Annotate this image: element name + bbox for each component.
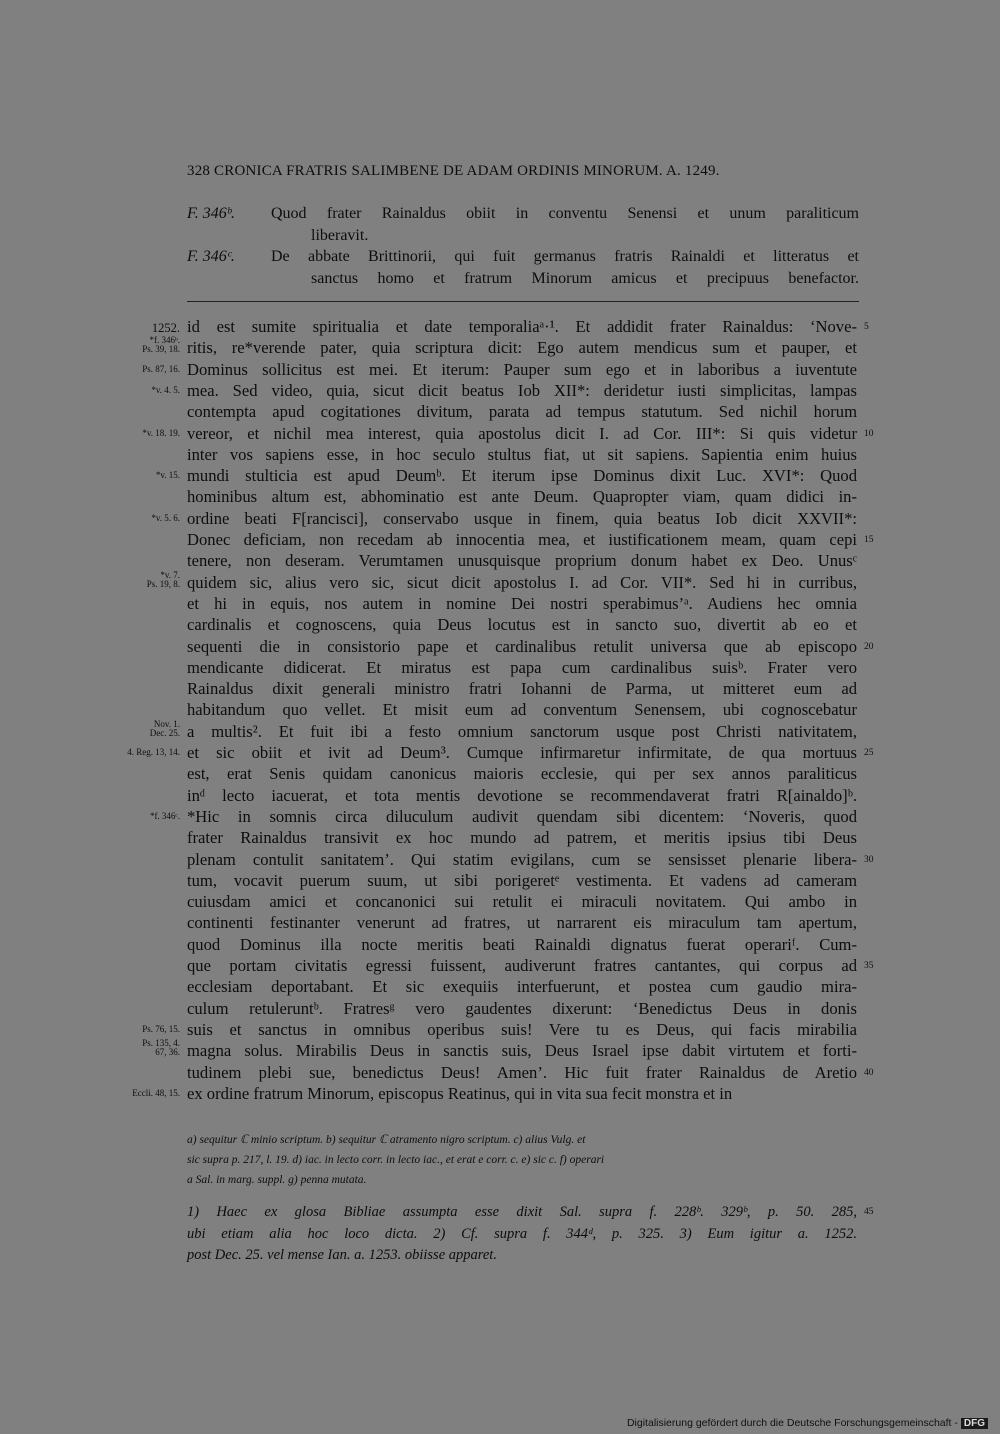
margin-reference: Ps. 39, 18. bbox=[142, 344, 180, 355]
text-line: magna solus. Mirabilis Deus in sanctis suis, Deus Israel ipse dabit virtutem et forti- bbox=[187, 1041, 857, 1061]
footnote-line: ubi etiam alia hoc loco dicta. 2) Cf. supra f. 344ᵈ, p. 325. 3) Eum igitur a. 1252. bbox=[187, 1225, 857, 1242]
text-line: vereor, et nichil mea interest, quia apostolus dicit I. ad Cor. III*: Si quis videtur bbox=[187, 423, 857, 443]
margin-reference: 67, 36. bbox=[155, 1047, 180, 1058]
margin-reference: Dec. 25. bbox=[149, 727, 180, 738]
funding-footer bbox=[627, 1417, 988, 1429]
text-line: inter vos sapiens esse, in hoc seculo stultus fiat, ut sit sapiens. Sapientia enim huius bbox=[187, 444, 857, 464]
margin-reference: *f. 346ᶜ. bbox=[149, 810, 180, 821]
text-line: et hi in equis, nos autem in nomine Dei nostri sperabimus’ᵃ. Audiens hec omnia bbox=[187, 593, 857, 613]
text-line: hominibus altum est, abhominatio est ante Deum. Quapropter viam, quam didici in- bbox=[187, 487, 857, 507]
variant-line: a) sequitur ℂ minio scriptum. b) sequitur ℂ atramento nigro scriptum. c) alius Vulg. et bbox=[187, 1134, 586, 1146]
variant-line: sic supra p. 217, l. 19. d) iac. in lecto corr. in lecto iac., et erat e corr. c. e) sic c. f) operari bbox=[187, 1154, 605, 1166]
text-line: tum, vocavit puerum suum, ut sibi porigeretᵉ vestimenta. Et vadens ad cameram bbox=[187, 870, 857, 890]
margin-reference: *f. 346ᵇ. bbox=[149, 335, 180, 346]
text-line: ritis, re*verende pater, quia scriptura dicit: Ego autem mendicus sum et pauper, et bbox=[187, 338, 857, 358]
toc-line: De abbate Brittinorii, qui fuit germanus fratris Rainaldi et litteratus et bbox=[271, 248, 859, 265]
text-line: Donec deficiam, non recedam ab innocentia mea, et iustificationem meam, quam cepi bbox=[187, 530, 857, 549]
toc-ref: F. 346ᵇ. bbox=[187, 205, 236, 222]
margin-reference: Eccli. 48, 15. bbox=[132, 1087, 180, 1098]
text-line: ecclesiam deportabant. Et sic exequiis interfuerunt, et postea cum gaudio mira- bbox=[187, 977, 857, 997]
variant-line: a Sal. in marg. suppl. g) penna mutata. bbox=[187, 1174, 367, 1186]
text-line: mendicante didicerat. Et miratus est papa cum cardinalibus suisᵇ. Frater vero bbox=[187, 657, 857, 677]
toc-ref: F. 346ᶜ. bbox=[187, 248, 235, 265]
line-number: 25 bbox=[864, 748, 874, 758]
running-header: 328 CRONICA FRATRIS SALIMBENE DE ADAM ORDINIS MINORUM. A. 1249. bbox=[187, 163, 720, 179]
text-line: mea. Sed video, quia, sicut dicit beatus Iob XII*: deridetur iusti simplicitas, lampas bbox=[187, 380, 857, 400]
line-number: 40 bbox=[864, 1067, 874, 1078]
text-line: quod Dominus illa nocte meritis beati Rainaldi dignatus fuerat operariᶠ. Cum- bbox=[187, 934, 857, 954]
text-line: est, erat Senis quidam canonicus maioris ecclesie, qui per sex annos paraliticus bbox=[187, 764, 857, 784]
margin-reference: 4. Reg. 13, 14. bbox=[127, 747, 180, 757]
dfg-logo: DFG bbox=[961, 1418, 988, 1429]
toc-line-cont: sanctus homo et fratrum Minorum amicus et precipuus benefactor. bbox=[311, 270, 859, 287]
text-line: Dominus sollicitus est mei. Et iterum: Pauper sum ego et in laboribus a iuventute bbox=[187, 359, 857, 379]
margin-reference: *v. 7. bbox=[160, 569, 180, 580]
section-rule bbox=[187, 301, 859, 302]
text-line: Rainaldus dixit generali ministro fratri Iohanni de Parma, ut mitteret eum ad bbox=[187, 679, 857, 699]
text-line: mundi stulticia est apud Deumᵇ. Et iterum ipse Dominus dixit Luc. XVI*: Quod bbox=[187, 466, 857, 486]
text-line: cardinalis et cognoscens, quia Deus locutus est in sancto suo, divertit ab eo et bbox=[187, 615, 857, 635]
text-line: *Hic in somnis circa diluculum audivit quendam sibi dicentem: ‘Noveris, quod bbox=[187, 806, 857, 826]
margin-reference: Nov. 1. bbox=[153, 718, 180, 729]
text-line: ex ordine fratrum Minorum, episcopus Reatinus, qui in vita sua fecit monstra et in bbox=[187, 1083, 733, 1103]
margin-reference: *v. 15. bbox=[155, 470, 180, 481]
text-line: culum retuleruntᵇ. Fratresᵍ vero gaudentes dixerunt: ‘Benedictus Deus in donis bbox=[187, 998, 857, 1018]
toc-line-cont: liberavit. bbox=[311, 227, 369, 244]
text-line: continenti festinanter venerunt ad fratres, ut narrarent eis miraculum tam apertum, bbox=[187, 913, 857, 933]
note-line-number: 45 bbox=[864, 1207, 874, 1217]
text-line: ordine beati F[rancisci], conservabo usque in finem, quia beatus Iob dicit XXVII*: bbox=[187, 508, 857, 528]
text-line: id est sumite spiritualia et date temporaliaᵃ·¹. Et addidit frater Rainaldus: ‘Nove- bbox=[187, 317, 857, 336]
text-line: habitandum quo vellet. Et misit eum ad conventum Senensem, ubi cognoscebatur bbox=[187, 700, 857, 720]
text-line: frater Rainaldus transivit ex hoc mundo ad patrem, et meritis ipsius tibi Deus bbox=[187, 828, 857, 848]
line-number: 30 bbox=[864, 854, 874, 865]
footnote-line: 1) Haec ex glosa Bibliae assumpta esse dixit Sal. supra f. 228ᵇ. 329ᵇ, p. 50. 285, bbox=[187, 1204, 857, 1220]
text-line: quidem sic, alius vero sic, sicut dicit apostolus I. ad Cor. VII*. Sed hi in curribus, bbox=[187, 572, 857, 592]
text-line: sequenti die in consistorio pape et cardinalibus retulit universa que ab episcopo bbox=[187, 636, 857, 656]
margin-reference: Ps. 87, 16. bbox=[142, 363, 180, 374]
line-number: 5 bbox=[864, 322, 869, 332]
footnote-line: post Dec. 25. vel mense Ian. a. 1253. obiisse apparet. bbox=[187, 1247, 497, 1263]
line-number: 15 bbox=[864, 535, 874, 545]
footer-text: Digitalisierung gefördert durch die Deutsche Forschungsgemeinschaft - bbox=[626, 1417, 958, 1429]
margin-reference: Ps. 76, 15. bbox=[142, 1023, 180, 1034]
text-line: inᵈ lecto iacuerat, et tota mentis devotione se recommendaverat fratri R[ainaldo]ᵇ. bbox=[187, 785, 857, 805]
text-line: tudinem plebi sue, benedictus Deus! Amen’. Hic fuit frater Rainaldus de Aretio bbox=[187, 1062, 857, 1082]
line-number: 20 bbox=[864, 641, 874, 652]
text-line: contempta apud cogitationes divitum, parata ad tempus statutum. Sed nichil horum bbox=[187, 402, 857, 422]
text-line: a multis². Et fuit ibi a festo omnium sanctorum usque post Christi nativitatem, bbox=[187, 721, 857, 741]
margin-reference: *v. 18. 19. bbox=[142, 427, 180, 438]
text-line: tenere, non deseram. Verumtamen unusquisque proprium donum habet ex Deo. Unusᶜ bbox=[187, 551, 857, 571]
text-line: plenam contulit sanitatem’. Qui statim evigilans, cum se sensisset plenarie libera- bbox=[187, 849, 857, 869]
toc-line: Quod frater Rainaldus obiit in conventu Senensi et unum paraliticum bbox=[271, 205, 859, 222]
text-line: suis et sanctus in omnibus operibus suis! Vere tu es Deus, qui facis mirabilia bbox=[187, 1019, 857, 1039]
line-number: 35 bbox=[864, 961, 874, 971]
margin-reference: 1252. bbox=[151, 321, 180, 335]
margin-reference: *v. 5. 6. bbox=[151, 512, 180, 523]
text-line: cuiusdam amici et concanonici sui retulit ei miraculi novitatem. Qui ambo in bbox=[187, 892, 857, 912]
margin-reference: *v. 4. 5. bbox=[151, 384, 180, 395]
text-line: que portam civitatis egressi fuissent, audiverunt fratres cantantes, qui corpus ad bbox=[187, 956, 857, 975]
margin-reference: Ps. 19, 8. bbox=[146, 578, 180, 589]
text-line: et sic obiit et ivit ad Deum³. Cumque infirmaretur infirmitate, de qua mortuus bbox=[187, 743, 857, 762]
line-number: 10 bbox=[864, 428, 874, 439]
margin-reference: Ps. 135, 4. bbox=[142, 1038, 180, 1049]
